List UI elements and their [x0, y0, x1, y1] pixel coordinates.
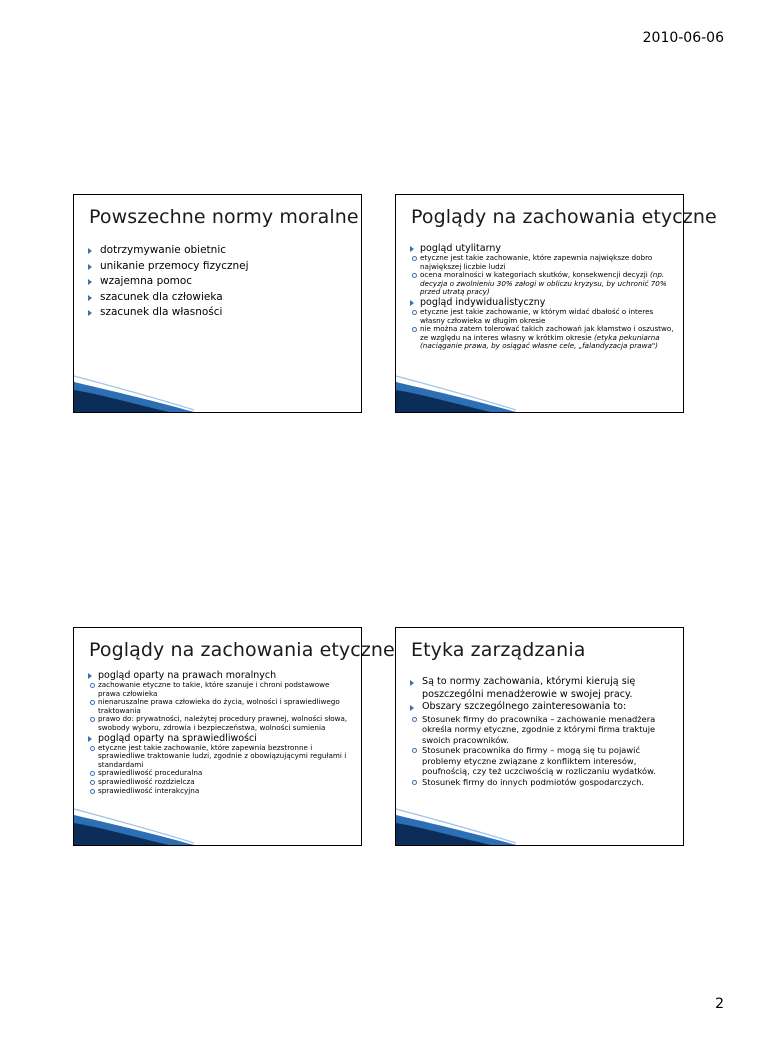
sub-bullet-item: sprawiedliwość proceduralna — [88, 769, 353, 778]
sub-bullet-item: nie można zatem tolerować takich zachowań jak kłamstwo i oszustwo, ze względu na interes własny w krótkim okresie (etyka pekuniarna (naciąganie prawa, by osiągać własne cele, „falandyzacja prawa") — [410, 325, 675, 351]
bullet-item: unikanie przemocy fizycznej — [88, 259, 353, 275]
bullet-arrow-icon — [410, 680, 414, 686]
sub-bullet-dot-icon — [90, 771, 95, 776]
bullet-arrow-icon — [88, 248, 92, 254]
sub-bullet-dot-icon — [412, 780, 417, 785]
bullet-arrow-icon — [88, 295, 92, 301]
page-number: 2 — [715, 996, 724, 1012]
bullet-arrow-icon — [410, 246, 414, 252]
bullet-arrow-icon — [410, 300, 414, 306]
slide-thumbnail-2 — [395, 194, 717, 413]
sub-bullet-dot-icon — [90, 717, 95, 722]
sub-bullet-item: zachowanie etyczne to takie, które szanuje i chroni podstawowe prawa człowieka — [88, 681, 353, 698]
bullet-item: pogląd utylitarny — [410, 243, 675, 254]
slide-content — [410, 676, 675, 787]
slide-content — [88, 670, 353, 795]
sub-bullet-item: Stosunek pracownika do firmy – mogą się tu pojawić problemy etyczne związane z konfliktem interesów, poufnością, czy też uczciwością w rozliczaniu wydatków. — [410, 745, 675, 777]
bullet-arrow-icon — [88, 736, 92, 742]
print-date: 2010-06-06 — [642, 30, 724, 46]
bullet-item: wzajemna pomoc — [88, 274, 353, 290]
bullet-item: pogląd oparty na prawach moralnych — [88, 670, 353, 681]
bullet-arrow-icon — [88, 673, 92, 679]
sub-bullet-dot-icon — [412, 310, 417, 315]
slide-content — [88, 243, 353, 321]
bullet-item: pogląd indywidualistyczny — [410, 297, 675, 308]
bullet-item: pogląd oparty na sprawiedliwości — [88, 733, 353, 744]
sub-bullet-dot-icon — [90, 700, 95, 705]
slide-swoosh-decoration — [74, 364, 194, 412]
sub-bullet-dot-icon — [412, 273, 417, 278]
slide-title: Poglądy na zachowania etyczne — [411, 206, 717, 228]
sub-bullet-dot-icon — [412, 748, 417, 753]
sub-bullet-dot-icon — [90, 780, 95, 785]
slide-title: Etyka zarządzania — [411, 639, 586, 661]
slide-content — [410, 243, 675, 351]
sub-bullet-item: Stosunek firmy do pracownika – zachowanie menadżera określa normy etyczne, zgodnie z którymi firma traktuje swoich pracowników. — [410, 714, 675, 746]
bullet-arrow-icon — [88, 264, 92, 270]
slide-swoosh-decoration — [396, 364, 516, 412]
sub-bullet-dot-icon — [90, 683, 95, 688]
slide-swoosh-decoration — [74, 797, 194, 845]
sub-bullet-item: prawo do: prywatności, należytej procedury prawnej, wolności słowa, swobody wyboru, zdrowia i bezpieczeństwa, wolności sumienia — [88, 715, 353, 732]
slide-title: Poglądy na zachowania etyczne — [89, 639, 395, 661]
sub-bullet-dot-icon — [90, 746, 95, 751]
sub-bullet-dot-icon — [412, 717, 417, 722]
bullet-item: Są to normy zachowania, którymi kierują się poszczególni menadżerowie w swojej pracy. — [410, 676, 675, 701]
sub-bullet-item: ocena moralności w kategoriach skutków, konsekwencji decyzji (np. decyzja o zwolnieniu 30% załogi w obliczu kryzysu, by uchronić 70% przed utratą pracy) — [410, 271, 675, 297]
sub-bullet-dot-icon — [90, 789, 95, 794]
sub-bullet-dot-icon — [412, 327, 417, 332]
bullet-arrow-icon — [88, 310, 92, 316]
sub-bullet-dot-icon — [412, 256, 417, 261]
bullet-item: dotrzymywanie obietnic — [88, 243, 353, 259]
sub-bullet-item: nienaruszalne prawa człowieka do życia, wolności i sprawiedliwego traktowania — [88, 698, 353, 715]
sub-bullet-item: etyczne jest takie zachowanie, które zapewnia bezstronne i sprawiedliwe traktowanie ludzi, zgodnie z obowiązującymi regułami i standardami — [88, 744, 353, 770]
slide-swoosh-decoration — [396, 797, 516, 845]
sub-bullet-item: etyczne jest takie zachowanie, w którym widać dbałość o interes własny człowieka w długim okresie — [410, 308, 675, 325]
sub-bullet-item: sprawiedliwość interakcyjna — [88, 787, 353, 796]
sub-bullet-item: sprawiedliwość rozdzielcza — [88, 778, 353, 787]
bullet-item: Obszary szczególnego zainteresowania to: — [410, 701, 675, 714]
sub-bullet-item: Stosunek firmy do innych podmiotów gospodarczych. — [410, 777, 675, 788]
bullet-arrow-icon — [410, 705, 414, 711]
slide-thumbnail-1 — [73, 194, 362, 413]
slide-title: Powszechne normy moralne — [89, 206, 359, 228]
slide-thumbnail-3 — [73, 627, 395, 846]
bullet-arrow-icon — [88, 279, 92, 285]
sub-bullet-item: etyczne jest takie zachowanie, które zapewnia największe dobro największej liczbie ludzi — [410, 254, 675, 271]
bullet-item: szacunek dla człowieka — [88, 290, 353, 306]
slide-thumbnail-4 — [395, 627, 684, 846]
bullet-item: szacunek dla własności — [88, 305, 353, 321]
